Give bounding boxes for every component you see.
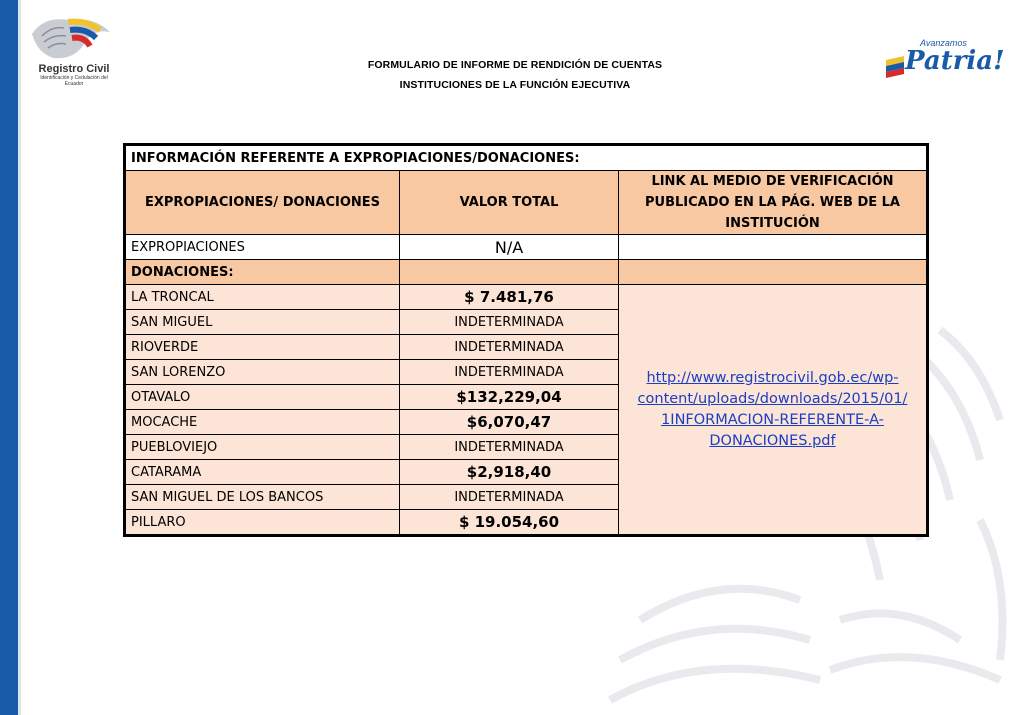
- donaciones-section-link-empty: [619, 260, 928, 285]
- donation-row-value: INDETERMINADA: [400, 335, 619, 360]
- donation-row-value: $132,229,04: [400, 385, 619, 410]
- donation-row-label: MOCACHE: [125, 410, 400, 435]
- left-accent-stripe: [18, 0, 21, 715]
- verification-link[interactable]: [638, 370, 908, 449]
- donation-row-label: SAN LORENZO: [125, 360, 400, 385]
- donation-row-value: INDETERMINADA: [400, 435, 619, 460]
- donation-row-value: $ 19.054,60: [400, 510, 619, 536]
- donation-row-label: RIOVERDE: [125, 335, 400, 360]
- verification-link-cell: [619, 285, 928, 536]
- donation-row-value: $2,918,40: [400, 460, 619, 485]
- donaciones-section-value-empty: [400, 260, 619, 285]
- column-header-link: LINK AL MEDIO DE VERIFICACIÓN PUBLICADO EN LA PÁG. WEB DE LA INSTITUCIÓN: [619, 171, 928, 235]
- donation-row-value: INDETERMINADA: [400, 485, 619, 510]
- expropiaciones-donaciones-table: [123, 143, 929, 537]
- link-line-2: content/uploads/downloads/2015/01/: [637, 390, 908, 407]
- donation-row-value: INDETERMINADA: [400, 310, 619, 335]
- link-line-1: http://www.registrocivil.gob.ec/wp-: [646, 369, 899, 386]
- donaciones-section-label: DONACIONES:: [125, 260, 400, 285]
- header-line-1: FORMULARIO DE INFORME DE RENDICIÓN DE CUENTAS: [367, 59, 663, 71]
- logo-slogan-small: Avanzamos: [920, 38, 967, 48]
- donation-row-label: PUEBLOVIEJO: [125, 435, 400, 460]
- expropiaciones-value: N/A: [400, 235, 619, 260]
- donation-row-value: $ 7.481,76: [400, 285, 619, 310]
- donation-row-value: $6,070,47: [400, 410, 619, 435]
- link-line-3: 1INFORMACION-REFERENTE-A-: [661, 411, 884, 428]
- expropiaciones-link-empty: [619, 235, 928, 260]
- donation-row-label: PILLARO: [125, 510, 400, 536]
- donation-row-label: CATARAMA: [125, 460, 400, 485]
- donation-row-label: SAN MIGUEL DE LOS BANCOS: [125, 485, 400, 510]
- column-header-expropiaciones-donaciones: EXPROPIACIONES/ DONACIONES: [125, 171, 400, 235]
- registro-civil-logo-text: Registro Civil Identificación y Cedulación del Ecuador: [34, 63, 114, 87]
- table-title: INFORMACIÓN REFERENTE A EXPROPIACIONES/DONACIONES:: [125, 145, 928, 171]
- donation-row-label: LA TRONCAL: [125, 285, 400, 310]
- donation-row-label: SAN MIGUEL: [125, 310, 400, 335]
- left-blue-bar: [0, 0, 18, 715]
- registro-civil-tagline: Identificación y Cedulación del Ecuador: [40, 75, 108, 87]
- link-line-4: DONACIONES.pdf: [709, 432, 836, 449]
- column-header-valor-total: VALOR TOTAL: [400, 171, 619, 235]
- donation-row-value: INDETERMINADA: [400, 360, 619, 385]
- logo-slogan-big: Patria!: [905, 46, 1005, 76]
- expropiaciones-label: EXPROPIACIONES: [125, 235, 400, 260]
- header-line-2: INSTITUCIONES DE LA FUNCIÓN EJECUTIVA: [399, 79, 631, 91]
- donation-row-label: OTAVALO: [125, 385, 400, 410]
- document-header: [300, 58, 730, 98]
